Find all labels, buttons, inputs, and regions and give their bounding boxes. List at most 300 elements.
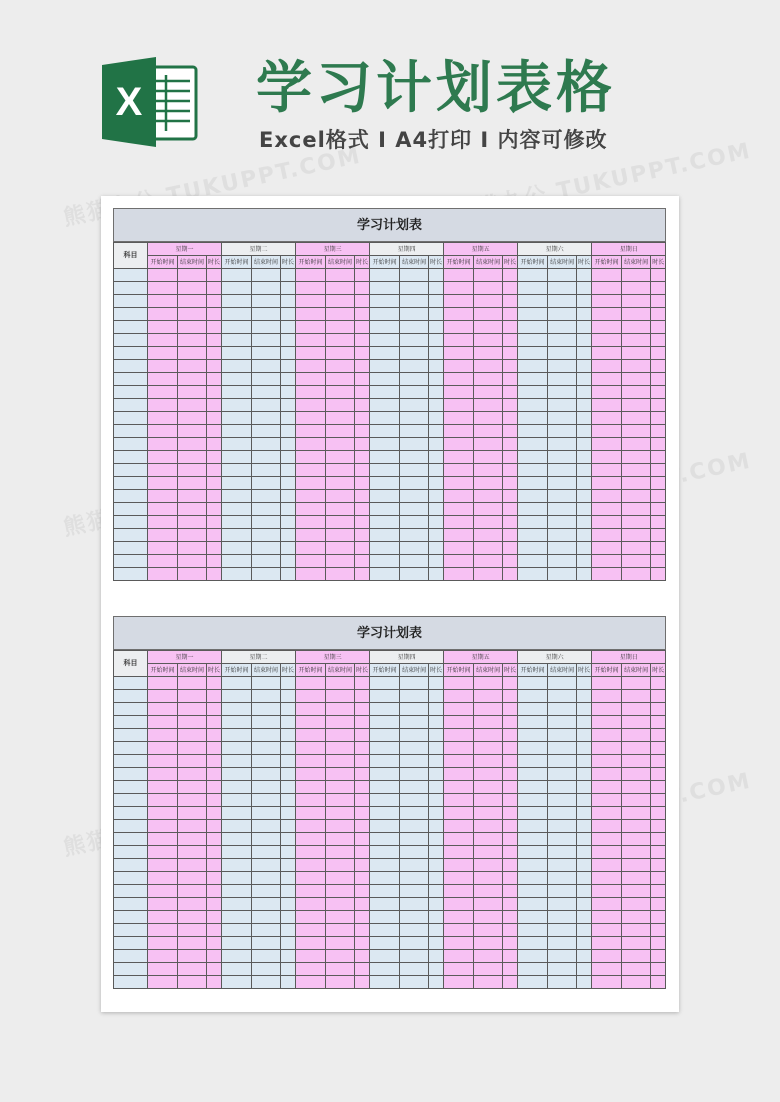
schedule-cell[interactable] <box>252 677 281 690</box>
schedule-cell[interactable] <box>592 373 622 386</box>
schedule-cell[interactable] <box>577 742 592 755</box>
schedule-cell[interactable] <box>548 399 577 412</box>
schedule-cell[interactable] <box>148 568 178 581</box>
schedule-cell[interactable] <box>592 321 622 334</box>
schedule-cell[interactable] <box>429 755 444 768</box>
schedule-cell[interactable] <box>444 677 474 690</box>
schedule-cell[interactable] <box>651 503 666 516</box>
schedule-cell[interactable] <box>222 490 252 503</box>
schedule-cell[interactable] <box>178 373 207 386</box>
schedule-cell[interactable] <box>518 269 548 282</box>
schedule-cell[interactable] <box>148 716 178 729</box>
subject-cell[interactable] <box>114 477 148 490</box>
schedule-cell[interactable] <box>207 334 222 347</box>
schedule-cell[interactable] <box>503 898 518 911</box>
schedule-cell[interactable] <box>281 872 296 885</box>
schedule-cell[interactable] <box>148 490 178 503</box>
schedule-cell[interactable] <box>222 555 252 568</box>
schedule-cell[interactable] <box>178 703 207 716</box>
schedule-cell[interactable] <box>370 308 400 321</box>
schedule-cell[interactable] <box>429 282 444 295</box>
schedule-cell[interactable] <box>518 321 548 334</box>
schedule-cell[interactable] <box>518 308 548 321</box>
schedule-cell[interactable] <box>296 963 326 976</box>
schedule-cell[interactable] <box>252 412 281 425</box>
schedule-cell[interactable] <box>296 490 326 503</box>
schedule-cell[interactable] <box>577 677 592 690</box>
schedule-cell[interactable] <box>622 308 651 321</box>
schedule-cell[interactable] <box>296 412 326 425</box>
schedule-cell[interactable] <box>222 542 252 555</box>
schedule-cell[interactable] <box>651 937 666 950</box>
schedule-cell[interactable] <box>355 334 370 347</box>
schedule-cell[interactable] <box>474 386 503 399</box>
schedule-cell[interactable] <box>651 334 666 347</box>
schedule-cell[interactable] <box>400 412 429 425</box>
schedule-cell[interactable] <box>651 716 666 729</box>
schedule-cell[interactable] <box>178 529 207 542</box>
subject-cell[interactable] <box>114 503 148 516</box>
schedule-cell[interactable] <box>281 308 296 321</box>
schedule-cell[interactable] <box>222 768 252 781</box>
schedule-cell[interactable] <box>207 820 222 833</box>
schedule-cell[interactable] <box>474 529 503 542</box>
schedule-cell[interactable] <box>326 781 355 794</box>
schedule-cell[interactable] <box>592 412 622 425</box>
schedule-cell[interactable] <box>281 373 296 386</box>
schedule-cell[interactable] <box>429 555 444 568</box>
schedule-cell[interactable] <box>429 872 444 885</box>
subject-cell[interactable] <box>114 295 148 308</box>
schedule-cell[interactable] <box>518 716 548 729</box>
schedule-cell[interactable] <box>400 937 429 950</box>
schedule-cell[interactable] <box>592 937 622 950</box>
schedule-cell[interactable] <box>548 451 577 464</box>
schedule-cell[interactable] <box>503 859 518 872</box>
schedule-cell[interactable] <box>577 976 592 989</box>
subject-cell[interactable] <box>114 690 148 703</box>
schedule-cell[interactable] <box>370 846 400 859</box>
schedule-cell[interactable] <box>400 963 429 976</box>
schedule-cell[interactable] <box>148 503 178 516</box>
schedule-cell[interactable] <box>281 677 296 690</box>
schedule-cell[interactable] <box>207 269 222 282</box>
schedule-cell[interactable] <box>592 529 622 542</box>
schedule-cell[interactable] <box>592 729 622 742</box>
schedule-cell[interactable] <box>400 729 429 742</box>
schedule-cell[interactable] <box>622 425 651 438</box>
schedule-cell[interactable] <box>400 477 429 490</box>
schedule-cell[interactable] <box>178 924 207 937</box>
schedule-cell[interactable] <box>474 464 503 477</box>
schedule-cell[interactable] <box>651 976 666 989</box>
schedule-cell[interactable] <box>326 477 355 490</box>
schedule-cell[interactable] <box>429 820 444 833</box>
schedule-cell[interactable] <box>651 781 666 794</box>
schedule-cell[interactable] <box>178 451 207 464</box>
schedule-cell[interactable] <box>444 477 474 490</box>
schedule-cell[interactable] <box>592 490 622 503</box>
schedule-cell[interactable] <box>592 807 622 820</box>
subject-cell[interactable] <box>114 386 148 399</box>
schedule-cell[interactable] <box>444 503 474 516</box>
schedule-cell[interactable] <box>370 755 400 768</box>
schedule-cell[interactable] <box>592 911 622 924</box>
schedule-cell[interactable] <box>429 477 444 490</box>
schedule-cell[interactable] <box>281 703 296 716</box>
schedule-cell[interactable] <box>252 477 281 490</box>
schedule-cell[interactable] <box>400 755 429 768</box>
schedule-cell[interactable] <box>370 950 400 963</box>
schedule-cell[interactable] <box>281 768 296 781</box>
subject-cell[interactable] <box>114 464 148 477</box>
schedule-cell[interactable] <box>222 568 252 581</box>
schedule-cell[interactable] <box>444 529 474 542</box>
schedule-cell[interactable] <box>622 269 651 282</box>
schedule-cell[interactable] <box>444 859 474 872</box>
schedule-cell[interactable] <box>548 360 577 373</box>
schedule-cell[interactable] <box>355 542 370 555</box>
schedule-cell[interactable] <box>592 464 622 477</box>
schedule-cell[interactable] <box>207 438 222 451</box>
schedule-cell[interactable] <box>503 833 518 846</box>
schedule-cell[interactable] <box>178 755 207 768</box>
schedule-cell[interactable] <box>444 846 474 859</box>
schedule-cell[interactable] <box>148 976 178 989</box>
schedule-cell[interactable] <box>178 477 207 490</box>
schedule-cell[interactable] <box>429 768 444 781</box>
subject-cell[interactable] <box>114 924 148 937</box>
schedule-cell[interactable] <box>429 269 444 282</box>
schedule-cell[interactable] <box>518 464 548 477</box>
schedule-cell[interactable] <box>370 807 400 820</box>
schedule-cell[interactable] <box>592 360 622 373</box>
schedule-cell[interactable] <box>148 924 178 937</box>
schedule-cell[interactable] <box>429 503 444 516</box>
schedule-cell[interactable] <box>148 885 178 898</box>
schedule-cell[interactable] <box>207 716 222 729</box>
schedule-cell[interactable] <box>148 755 178 768</box>
schedule-cell[interactable] <box>281 529 296 542</box>
schedule-cell[interactable] <box>429 846 444 859</box>
schedule-cell[interactable] <box>326 386 355 399</box>
schedule-cell[interactable] <box>222 282 252 295</box>
schedule-cell[interactable] <box>592 282 622 295</box>
schedule-cell[interactable] <box>651 477 666 490</box>
schedule-cell[interactable] <box>577 768 592 781</box>
schedule-cell[interactable] <box>503 755 518 768</box>
schedule-cell[interactable] <box>207 555 222 568</box>
schedule-cell[interactable] <box>592 820 622 833</box>
schedule-cell[interactable] <box>444 425 474 438</box>
schedule-cell[interactable] <box>400 911 429 924</box>
schedule-cell[interactable] <box>281 464 296 477</box>
schedule-cell[interactable] <box>474 898 503 911</box>
schedule-cell[interactable] <box>252 334 281 347</box>
schedule-cell[interactable] <box>207 295 222 308</box>
schedule-cell[interactable] <box>429 859 444 872</box>
schedule-cell[interactable] <box>178 742 207 755</box>
schedule-cell[interactable] <box>651 833 666 846</box>
schedule-cell[interactable] <box>592 794 622 807</box>
subject-cell[interactable] <box>114 399 148 412</box>
schedule-cell[interactable] <box>148 477 178 490</box>
schedule-cell[interactable] <box>548 542 577 555</box>
schedule-cell[interactable] <box>355 911 370 924</box>
schedule-cell[interactable] <box>370 833 400 846</box>
schedule-cell[interactable] <box>370 924 400 937</box>
schedule-cell[interactable] <box>577 295 592 308</box>
schedule-cell[interactable] <box>207 833 222 846</box>
schedule-cell[interactable] <box>548 859 577 872</box>
schedule-cell[interactable] <box>148 781 178 794</box>
schedule-cell[interactable] <box>444 464 474 477</box>
schedule-cell[interactable] <box>222 781 252 794</box>
schedule-cell[interactable] <box>548 937 577 950</box>
schedule-cell[interactable] <box>148 373 178 386</box>
schedule-cell[interactable] <box>207 477 222 490</box>
schedule-cell[interactable] <box>148 794 178 807</box>
schedule-cell[interactable] <box>326 742 355 755</box>
schedule-cell[interactable] <box>178 846 207 859</box>
schedule-cell[interactable] <box>148 399 178 412</box>
schedule-cell[interactable] <box>370 976 400 989</box>
schedule-cell[interactable] <box>355 781 370 794</box>
schedule-cell[interactable] <box>400 295 429 308</box>
schedule-cell[interactable] <box>518 347 548 360</box>
schedule-cell[interactable] <box>355 963 370 976</box>
schedule-cell[interactable] <box>281 781 296 794</box>
schedule-cell[interactable] <box>577 464 592 477</box>
subject-cell[interactable] <box>114 729 148 742</box>
schedule-cell[interactable] <box>474 742 503 755</box>
schedule-cell[interactable] <box>281 976 296 989</box>
schedule-cell[interactable] <box>207 373 222 386</box>
schedule-cell[interactable] <box>326 295 355 308</box>
schedule-cell[interactable] <box>281 716 296 729</box>
schedule-cell[interactable] <box>178 950 207 963</box>
schedule-cell[interactable] <box>548 677 577 690</box>
schedule-cell[interactable] <box>207 807 222 820</box>
schedule-cell[interactable] <box>296 464 326 477</box>
schedule-cell[interactable] <box>622 846 651 859</box>
schedule-cell[interactable] <box>444 399 474 412</box>
schedule-cell[interactable] <box>577 898 592 911</box>
schedule-cell[interactable] <box>296 542 326 555</box>
schedule-cell[interactable] <box>548 321 577 334</box>
schedule-cell[interactable] <box>651 360 666 373</box>
schedule-cell[interactable] <box>178 820 207 833</box>
schedule-cell[interactable] <box>651 963 666 976</box>
schedule-cell[interactable] <box>651 677 666 690</box>
schedule-cell[interactable] <box>355 872 370 885</box>
schedule-cell[interactable] <box>370 451 400 464</box>
schedule-cell[interactable] <box>148 833 178 846</box>
schedule-cell[interactable] <box>548 781 577 794</box>
schedule-cell[interactable] <box>252 768 281 781</box>
schedule-cell[interactable] <box>503 963 518 976</box>
schedule-cell[interactable] <box>207 464 222 477</box>
schedule-cell[interactable] <box>548 308 577 321</box>
schedule-cell[interactable] <box>355 885 370 898</box>
schedule-cell[interactable] <box>281 950 296 963</box>
schedule-cell[interactable] <box>148 859 178 872</box>
schedule-cell[interactable] <box>474 412 503 425</box>
schedule-cell[interactable] <box>518 568 548 581</box>
schedule-cell[interactable] <box>577 781 592 794</box>
schedule-cell[interactable] <box>400 542 429 555</box>
schedule-cell[interactable] <box>148 542 178 555</box>
schedule-cell[interactable] <box>400 768 429 781</box>
subject-cell[interactable] <box>114 269 148 282</box>
schedule-cell[interactable] <box>518 412 548 425</box>
schedule-cell[interactable] <box>355 360 370 373</box>
schedule-cell[interactable] <box>622 438 651 451</box>
schedule-cell[interactable] <box>503 347 518 360</box>
schedule-cell[interactable] <box>148 516 178 529</box>
schedule-cell[interactable] <box>400 703 429 716</box>
schedule-cell[interactable] <box>207 360 222 373</box>
schedule-cell[interactable] <box>474 872 503 885</box>
schedule-cell[interactable] <box>429 399 444 412</box>
schedule-cell[interactable] <box>148 690 178 703</box>
schedule-cell[interactable] <box>296 399 326 412</box>
schedule-cell[interactable] <box>178 911 207 924</box>
schedule-cell[interactable] <box>326 963 355 976</box>
schedule-cell[interactable] <box>518 386 548 399</box>
schedule-cell[interactable] <box>222 373 252 386</box>
schedule-cell[interactable] <box>222 360 252 373</box>
schedule-cell[interactable] <box>296 503 326 516</box>
schedule-cell[interactable] <box>444 295 474 308</box>
schedule-cell[interactable] <box>474 677 503 690</box>
schedule-cell[interactable] <box>651 438 666 451</box>
schedule-cell[interactable] <box>252 347 281 360</box>
schedule-cell[interactable] <box>355 282 370 295</box>
schedule-cell[interactable] <box>577 568 592 581</box>
schedule-cell[interactable] <box>474 555 503 568</box>
schedule-cell[interactable] <box>296 859 326 872</box>
schedule-cell[interactable] <box>326 794 355 807</box>
schedule-cell[interactable] <box>577 477 592 490</box>
schedule-cell[interactable] <box>178 425 207 438</box>
schedule-cell[interactable] <box>622 898 651 911</box>
schedule-cell[interactable] <box>400 360 429 373</box>
schedule-cell[interactable] <box>577 321 592 334</box>
subject-cell[interactable] <box>114 568 148 581</box>
schedule-cell[interactable] <box>400 898 429 911</box>
schedule-cell[interactable] <box>326 347 355 360</box>
schedule-cell[interactable] <box>207 846 222 859</box>
schedule-cell[interactable] <box>326 885 355 898</box>
schedule-cell[interactable] <box>622 412 651 425</box>
schedule-cell[interactable] <box>281 347 296 360</box>
schedule-cell[interactable] <box>474 794 503 807</box>
schedule-cell[interactable] <box>474 360 503 373</box>
schedule-cell[interactable] <box>548 716 577 729</box>
schedule-cell[interactable] <box>592 308 622 321</box>
schedule-cell[interactable] <box>474 755 503 768</box>
schedule-cell[interactable] <box>222 794 252 807</box>
schedule-cell[interactable] <box>577 924 592 937</box>
schedule-cell[interactable] <box>444 321 474 334</box>
schedule-cell[interactable] <box>370 781 400 794</box>
schedule-cell[interactable] <box>281 794 296 807</box>
schedule-cell[interactable] <box>222 321 252 334</box>
schedule-cell[interactable] <box>252 963 281 976</box>
schedule-cell[interactable] <box>518 690 548 703</box>
schedule-cell[interactable] <box>281 269 296 282</box>
schedule-cell[interactable] <box>281 924 296 937</box>
schedule-cell[interactable] <box>355 568 370 581</box>
schedule-cell[interactable] <box>518 516 548 529</box>
schedule-cell[interactable] <box>178 568 207 581</box>
schedule-cell[interactable] <box>207 490 222 503</box>
schedule-cell[interactable] <box>444 794 474 807</box>
schedule-cell[interactable] <box>444 386 474 399</box>
schedule-cell[interactable] <box>370 321 400 334</box>
schedule-cell[interactable] <box>548 768 577 781</box>
schedule-cell[interactable] <box>518 438 548 451</box>
schedule-cell[interactable] <box>622 716 651 729</box>
schedule-cell[interactable] <box>429 451 444 464</box>
schedule-cell[interactable] <box>651 794 666 807</box>
schedule-cell[interactable] <box>622 477 651 490</box>
schedule-cell[interactable] <box>622 794 651 807</box>
schedule-cell[interactable] <box>148 360 178 373</box>
subject-cell[interactable] <box>114 373 148 386</box>
schedule-cell[interactable] <box>222 742 252 755</box>
schedule-cell[interactable] <box>400 269 429 282</box>
schedule-cell[interactable] <box>326 568 355 581</box>
schedule-cell[interactable] <box>222 399 252 412</box>
schedule-cell[interactable] <box>548 516 577 529</box>
subject-cell[interactable] <box>114 347 148 360</box>
schedule-cell[interactable] <box>474 477 503 490</box>
schedule-cell[interactable] <box>503 334 518 347</box>
schedule-cell[interactable] <box>355 768 370 781</box>
schedule-cell[interactable] <box>400 308 429 321</box>
schedule-cell[interactable] <box>444 568 474 581</box>
schedule-cell[interactable] <box>548 412 577 425</box>
schedule-cell[interactable] <box>429 373 444 386</box>
schedule-cell[interactable] <box>400 347 429 360</box>
schedule-cell[interactable] <box>548 872 577 885</box>
schedule-cell[interactable] <box>222 451 252 464</box>
schedule-cell[interactable] <box>252 451 281 464</box>
schedule-cell[interactable] <box>207 872 222 885</box>
schedule-cell[interactable] <box>622 833 651 846</box>
schedule-cell[interactable] <box>370 568 400 581</box>
schedule-cell[interactable] <box>444 755 474 768</box>
schedule-cell[interactable] <box>148 555 178 568</box>
schedule-cell[interactable] <box>296 269 326 282</box>
schedule-cell[interactable] <box>355 412 370 425</box>
schedule-cell[interactable] <box>400 924 429 937</box>
schedule-cell[interactable] <box>400 568 429 581</box>
schedule-cell[interactable] <box>577 503 592 516</box>
subject-cell[interactable] <box>114 490 148 503</box>
schedule-cell[interactable] <box>518 885 548 898</box>
schedule-cell[interactable] <box>429 963 444 976</box>
schedule-cell[interactable] <box>592 555 622 568</box>
schedule-cell[interactable] <box>592 781 622 794</box>
schedule-cell[interactable] <box>326 768 355 781</box>
schedule-cell[interactable] <box>296 360 326 373</box>
schedule-cell[interactable] <box>148 703 178 716</box>
subject-cell[interactable] <box>114 334 148 347</box>
schedule-cell[interactable] <box>207 976 222 989</box>
